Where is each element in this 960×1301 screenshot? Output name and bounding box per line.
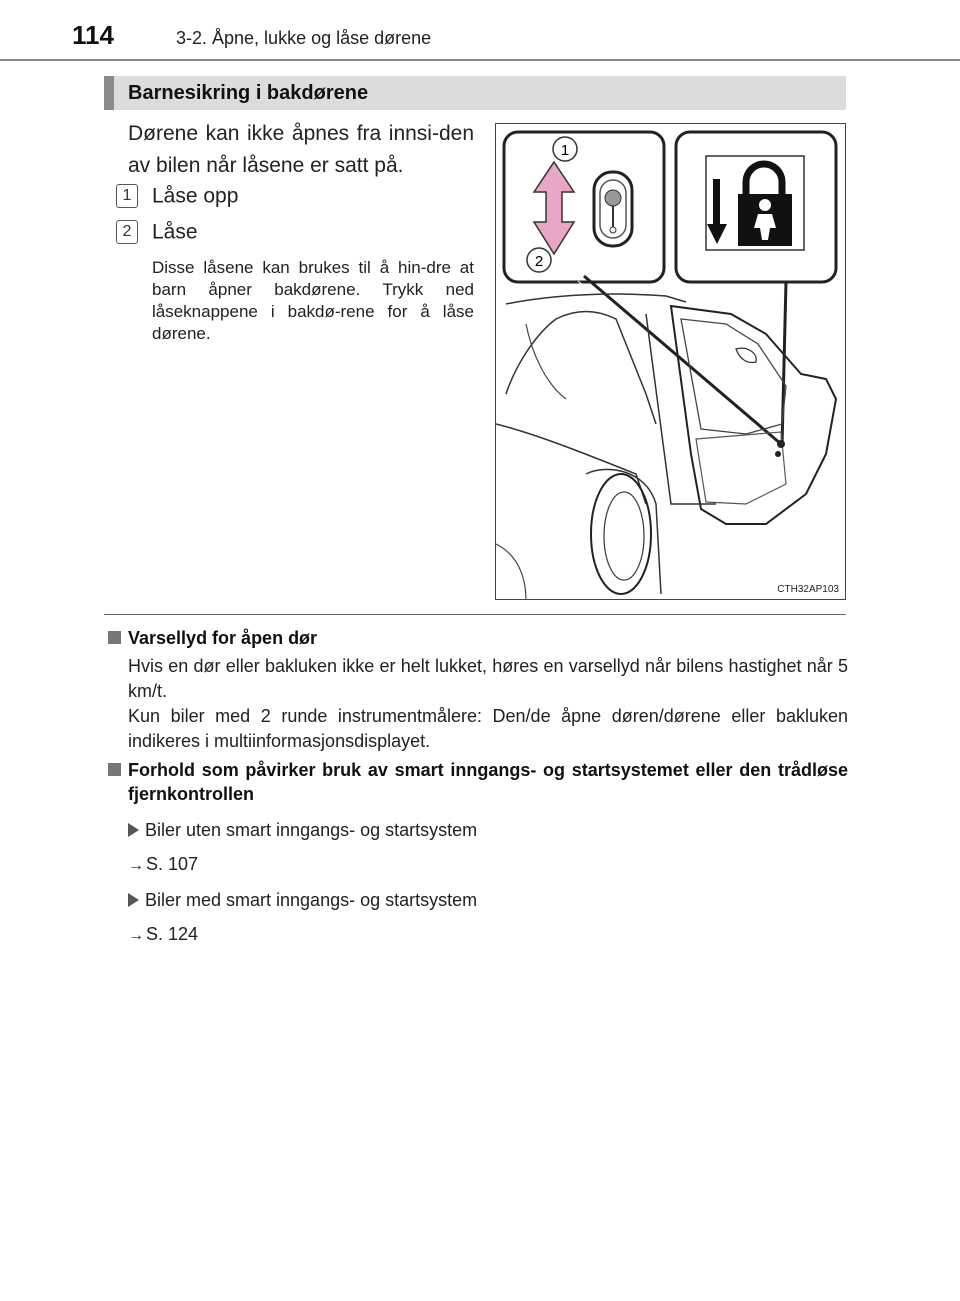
list-item-label: Biler med smart inngangs- og startsystem	[145, 890, 478, 910]
list-item	[108, 888, 848, 912]
chapter-title: 3-2. Åpne, lukke og låse dørene	[176, 28, 432, 48]
block-paragraph: Kun biler med 2 runde instrumentmålere: Den/de åpne døren/dørene eller bakluken indikeres i multiinformasjonsdisplayet.	[128, 706, 848, 751]
figure-code: CTH32AP103	[777, 584, 839, 595]
legend-label: Låse opp	[152, 184, 239, 208]
page-reference-label[interactable]: S. 124	[146, 924, 199, 944]
legend-label: Låse	[152, 220, 198, 244]
child-lock-illustration	[495, 123, 846, 600]
intro-text: Dørene kan ikke åpnes fra innsi-den av bilen når låsene er satt på.	[128, 122, 474, 177]
note-text: Disse låsene kan brukes til å hin-dre at barn åpner bakdørene. Trykk ned låseknappene i bakdø-rene for å låse dørene.	[152, 258, 474, 343]
block-title: Forhold som påvirker bruk av smart inngangs- og startsystemet eller den trådløse fjernkontrollen	[108, 758, 848, 806]
legend-item-1	[116, 184, 238, 208]
block-title: Varsellyd for åpen dør	[108, 626, 848, 650]
triangle-bullet-icon	[128, 823, 139, 837]
page-number: 114	[72, 20, 114, 50]
arrow-right-icon: →	[128, 927, 144, 944]
triangle-bullet-icon	[128, 893, 139, 907]
page-reference	[108, 922, 848, 948]
page-reference-label[interactable]: S. 107	[146, 854, 199, 874]
block-smart-entry	[108, 758, 848, 948]
list-item-label: Biler uten smart inngangs- og startsystem	[145, 820, 478, 840]
block-paragraph: Hvis en dør eller bakluken ikke er helt lukket, høres en varsellyd når bilens hastighet når 5 km/t.	[128, 656, 848, 701]
callout-1: 1	[560, 142, 570, 159]
block-door-warning	[108, 626, 848, 754]
section-heading: Barnesikring i bakdørene	[104, 76, 846, 110]
legend-number: 1	[116, 184, 138, 208]
arrow-right-icon: →	[128, 857, 144, 874]
callout-2: 2	[534, 253, 544, 270]
header-rule	[0, 59, 960, 61]
legend-item-2	[116, 220, 198, 244]
section-divider	[104, 614, 846, 615]
list-item	[108, 818, 848, 842]
legend-number: 2	[116, 220, 138, 244]
page-reference	[108, 852, 848, 878]
